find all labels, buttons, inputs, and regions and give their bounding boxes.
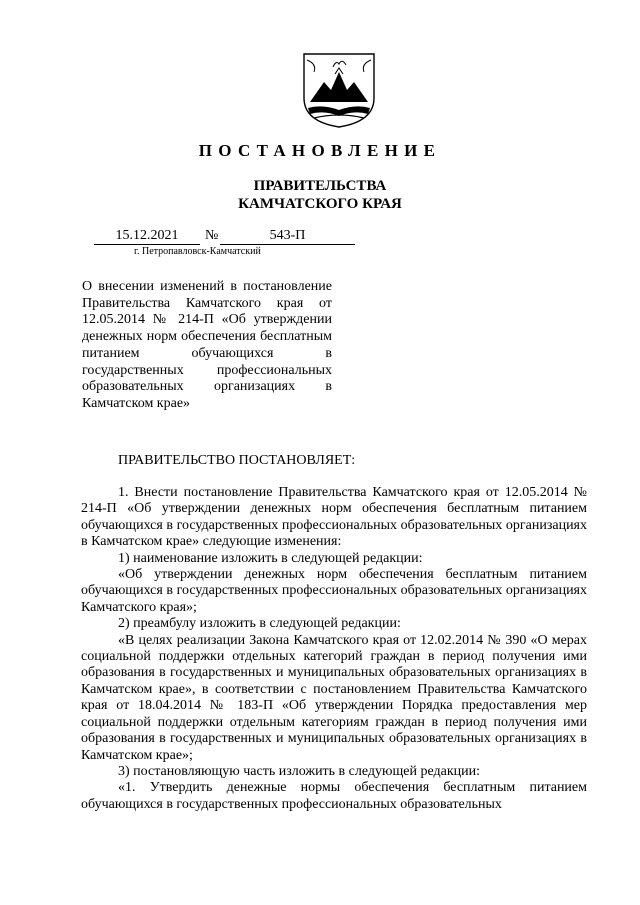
document-body	[81, 485, 587, 813]
body-paragraph-2: 1) наименование изложить в следующей редакции:	[118, 550, 423, 566]
body-paragraph-1: 1. Внести постановление Правительства Камчатского края от 12.05.2014 № 214-П «Об утверждении денежных норм обеспечения бесплатным питанием обучающихся в государственных профессиональных образовательных организациях в Камчатском крае» следующие изменения:	[81, 485, 587, 550]
document-number: 543-П	[220, 228, 355, 245]
number-sign: №	[205, 228, 219, 243]
document-date: 15.12.2021	[94, 228, 200, 245]
city-label: г. Петропавловск-Камчатский	[134, 246, 261, 257]
authority-line-2: КАМЧАТСКОГО КРАЯ	[238, 196, 402, 212]
body-paragraph-5: «В целях реализации Закона Камчатского края от 12.02.2014 № 390 «О мерах социальной поддержки отдельных категорий граждан в период получения ими образования в государственных и муниципальных образовательных организациях в Камчатском крае», в соответствии с постановлением Правительства Камчатского края от 18.04.2014 № 183-П «Об утверждении Порядка предоставления мер социальной поддержки отдельным категориям граждан в период получения ими образования в государственных и муниципальных образовательных организациях в Камчатском крае»;	[81, 632, 587, 763]
document-subject: О внесении изменений в постановление Правительства Камчатского края от 12.05.2014 № 214-П «Об утверждении денежных норм обеспечения бесплатным питанием обучающихся в государственных профессиональных образовательных организациях в Камчатском крае»	[82, 279, 332, 411]
authority-line-1: ПРАВИТЕЛЬСТВА	[253, 178, 387, 194]
body-paragraph-4: 2) преамбулу изложить в следующей редакции:	[118, 616, 401, 632]
body-paragraph-7: «1. Утвердить денежные нормы обеспечения бесплатным питанием обучающихся в государственных профессиональных образовательных	[81, 780, 587, 812]
body-paragraph-6: 3) постановляющую часть изложить в следующей редакции:	[118, 763, 481, 779]
coat-of-arms-emblem	[302, 52, 376, 128]
document-type-heading: ПОСТАНОВЛЕНИЕ	[198, 141, 442, 160]
body-paragraph-3: «Об утверждении денежных норм обеспечения бесплатным питанием обучающихся в государственных профессиональных образовательных организациях Камчатского края»;	[81, 567, 587, 615]
decree-statement: ПРАВИТЕЛЬСТВО ПОСТАНОВЛЯЕТ:	[118, 453, 356, 468]
